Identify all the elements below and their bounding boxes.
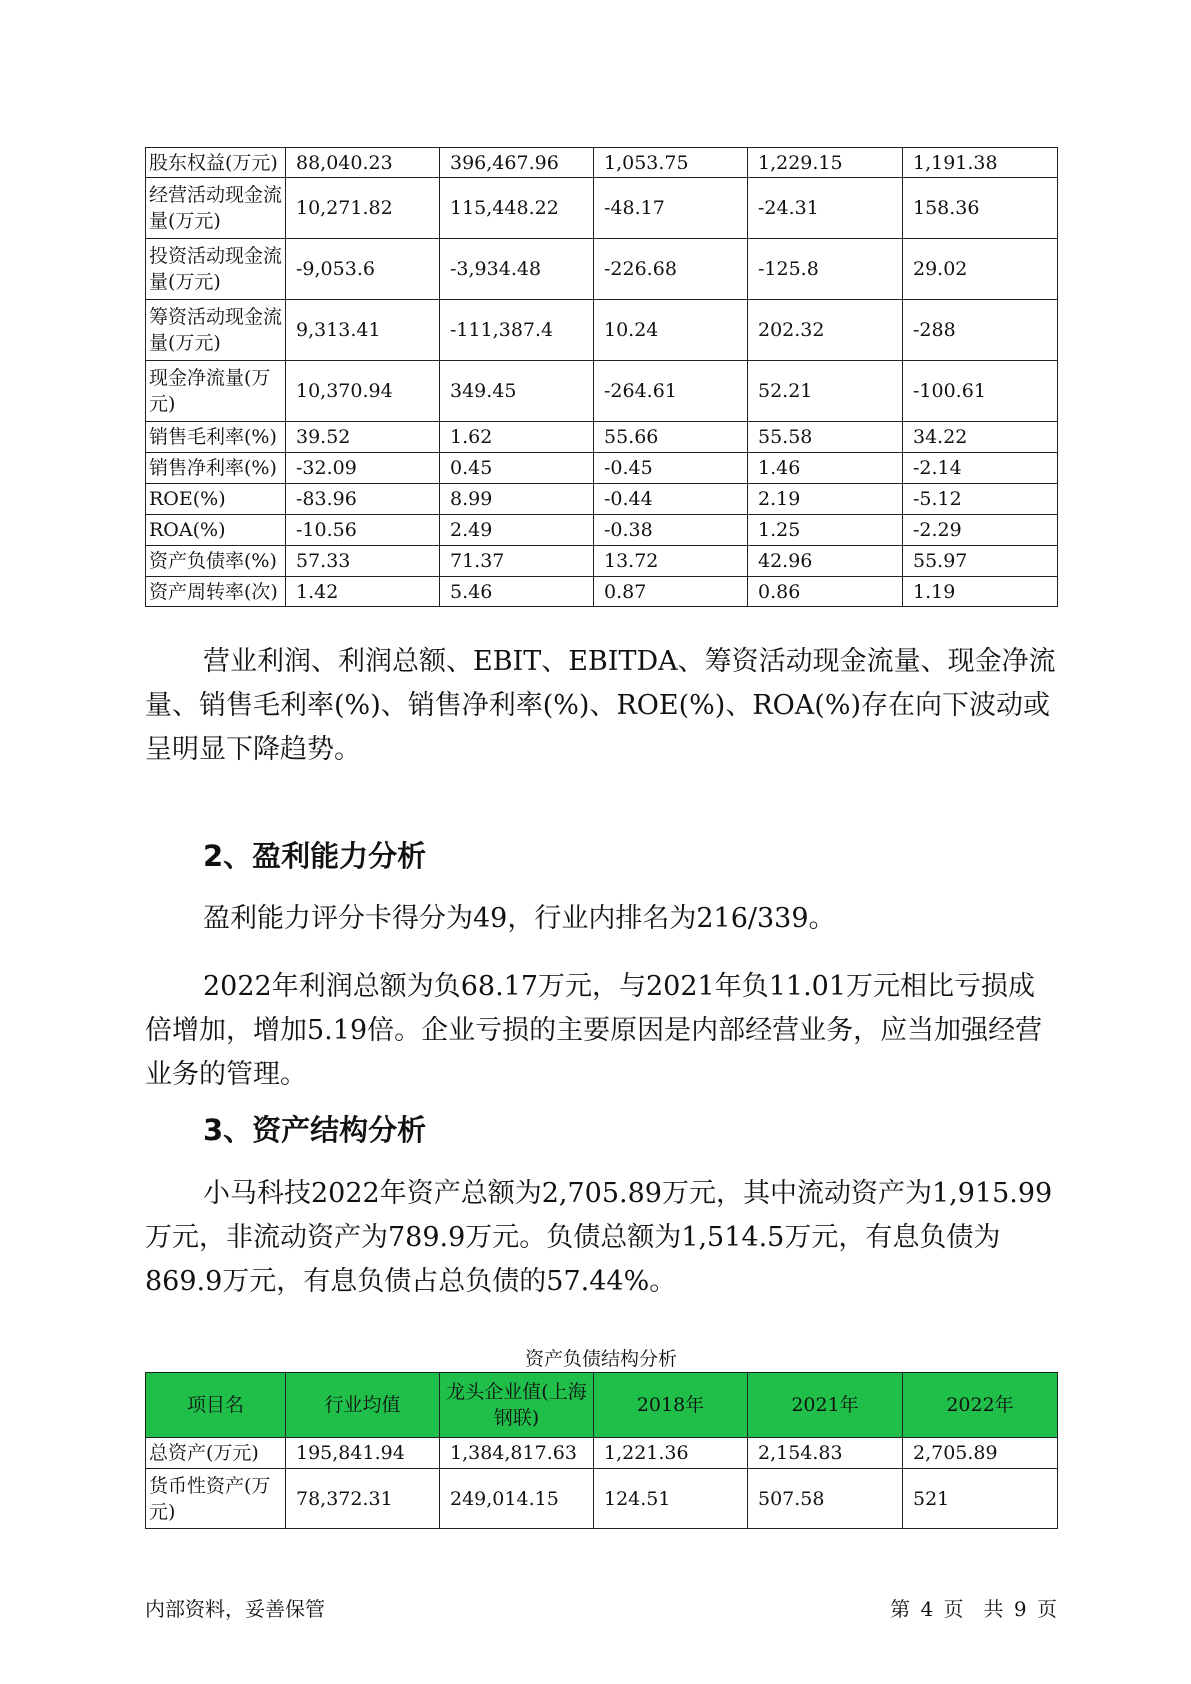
row-label: 销售毛利率(%) — [146, 422, 286, 453]
table-cell: -32.09 — [286, 453, 440, 484]
financial-indicators-table — [145, 147, 1058, 607]
row-label: 现金净流量(万元) — [146, 361, 286, 422]
financial-indicators-table-body — [146, 148, 1058, 607]
table-cell: 42.96 — [748, 546, 903, 577]
table-row — [146, 484, 1058, 515]
table-cell: -2.29 — [903, 515, 1058, 546]
header-industry-average: 行业均值 — [286, 1373, 440, 1438]
table-cell: -10.56 — [286, 515, 440, 546]
row-label: 销售净利率(%) — [146, 453, 286, 484]
table-cell: 1,191.38 — [903, 148, 1058, 178]
asset-paragraph — [145, 1172, 1057, 1304]
table-cell: 57.33 — [286, 546, 440, 577]
table-cell: -0.38 — [594, 515, 748, 546]
table-cell: 52.21 — [748, 361, 903, 422]
table-cell: -83.96 — [286, 484, 440, 515]
table-row — [146, 148, 1058, 178]
table-cell: 10,370.94 — [286, 361, 440, 422]
row-label: 投资活动现金流量(万元) — [146, 239, 286, 300]
table-cell: -9,053.6 — [286, 239, 440, 300]
table-cell: 1.62 — [440, 422, 594, 453]
table-row — [146, 300, 1058, 361]
table-cell: 0.45 — [440, 453, 594, 484]
table-cell: 39.52 — [286, 422, 440, 453]
loss-text: 2022年利润总额为负68.17万元，与2021年负11.01万元相比亏损成倍增加，增加5.19倍。企业亏损的主要原因是内部经营业务，应当加强经营业务的管理。 — [145, 971, 1043, 1090]
table-cell: -0.44 — [594, 484, 748, 515]
table-cell: -3,934.48 — [440, 239, 594, 300]
balance-structure-table-body — [146, 1438, 1058, 1529]
table-cell: 55.66 — [594, 422, 748, 453]
table-row — [146, 239, 1058, 300]
table-cell: -111,387.4 — [440, 300, 594, 361]
table-cell: -0.45 — [594, 453, 748, 484]
table-cell: 1.25 — [748, 515, 903, 546]
table-cell: 507.58 — [748, 1469, 903, 1529]
table-cell: 0.86 — [748, 577, 903, 607]
table-row — [146, 1438, 1058, 1469]
table-cell: 8.99 — [440, 484, 594, 515]
table-cell: 2.49 — [440, 515, 594, 546]
table-cell: -5.12 — [903, 484, 1058, 515]
table-cell: 202.32 — [748, 300, 903, 361]
table-cell: -288 — [903, 300, 1058, 361]
table-cell: 0.87 — [594, 577, 748, 607]
table-cell: 5.46 — [440, 577, 594, 607]
trend-paragraph — [145, 640, 1057, 772]
header-2022: 2022年 — [903, 1373, 1058, 1438]
table-cell: 55.97 — [903, 546, 1058, 577]
table-cell: -24.31 — [748, 178, 903, 239]
row-label: 经营活动现金流量(万元) — [146, 178, 286, 239]
table-cell: 1,221.36 — [594, 1438, 748, 1469]
table-cell: 1.46 — [748, 453, 903, 484]
table-cell: 115,448.22 — [440, 178, 594, 239]
table-cell: -226.68 — [594, 239, 748, 300]
table-cell: 396,467.96 — [440, 148, 594, 178]
header-item-name: 项目名 — [146, 1373, 286, 1438]
table-cell: 521 — [903, 1469, 1058, 1529]
table-cell: 1.42 — [286, 577, 440, 607]
table-cell: 2,154.83 — [748, 1438, 903, 1469]
table-cell: 71.37 — [440, 546, 594, 577]
table-cell: 158.36 — [903, 178, 1058, 239]
footer-confidential-note: 内部资料，妥善保管 — [145, 1597, 325, 1621]
table-row — [146, 361, 1058, 422]
table-cell: 2,705.89 — [903, 1438, 1058, 1469]
table-cell: -125.8 — [748, 239, 903, 300]
row-label: ROA(%) — [146, 515, 286, 546]
table-row — [146, 577, 1058, 607]
table-cell: -2.14 — [903, 453, 1058, 484]
table-cell: 1,053.75 — [594, 148, 748, 178]
footer-page-number: 第 4 页 共 9 页 — [890, 1597, 1057, 1621]
table-cell: 10,271.82 — [286, 178, 440, 239]
section-title-asset-structure: 3、资产结构分析 — [203, 1113, 427, 1147]
table-cell: 349.45 — [440, 361, 594, 422]
header-2018: 2018年 — [594, 1373, 748, 1438]
table-cell: 78,372.31 — [286, 1469, 440, 1529]
header-2021: 2021年 — [748, 1373, 903, 1438]
row-label: 筹资活动现金流量(万元) — [146, 300, 286, 361]
asset-text: 小马科技2022年资产总额为2,705.89万元，其中流动资产为1,915.99万元，非流动资产为789.9万元。负债总额为1,514.5万元，有息负债为869.9万元，有息负债占总负债的57.44%。 — [145, 1178, 1053, 1297]
table-header-row — [146, 1373, 1058, 1438]
table-row — [146, 178, 1058, 239]
table-cell: 1,229.15 — [748, 148, 903, 178]
row-label: 总资产(万元) — [146, 1438, 286, 1469]
table-row — [146, 515, 1058, 546]
header-leader-value: 龙头企业值(上海钢联) — [440, 1373, 594, 1438]
table-cell: -48.17 — [594, 178, 748, 239]
table-cell: 9,313.41 — [286, 300, 440, 361]
table-cell: 1.19 — [903, 577, 1058, 607]
table-row — [146, 422, 1058, 453]
table-cell: 34.22 — [903, 422, 1058, 453]
table-cell: 55.58 — [748, 422, 903, 453]
table-row — [146, 1469, 1058, 1529]
trend-text: 营业利润、利润总额、EBIT、EBITDA、筹资活动现金流量、现金净流量、销售毛利率(%)、销售净利率(%)、ROE(%)、ROA(%)存在向下波动或呈明显下降趋势。 — [145, 646, 1056, 765]
row-label: 资产周转率(次) — [146, 577, 286, 607]
row-label: 货币性资产(万元) — [146, 1469, 286, 1529]
table-cell: -100.61 — [903, 361, 1058, 422]
score-paragraph — [145, 897, 1057, 941]
table-caption: 资产负债结构分析 — [524, 1348, 677, 1370]
table-cell: 88,040.23 — [286, 148, 440, 178]
table-cell: 13.72 — [594, 546, 748, 577]
table-cell: 249,014.15 — [440, 1469, 594, 1529]
row-label: ROE(%) — [146, 484, 286, 515]
loss-paragraph — [145, 965, 1057, 1097]
table-cell: 124.51 — [594, 1469, 748, 1529]
table-row — [146, 546, 1058, 577]
table-cell: 195,841.94 — [286, 1438, 440, 1469]
table-cell: 10.24 — [594, 300, 748, 361]
section-title-profitability: 2、盈利能力分析 — [203, 839, 427, 873]
row-label: 股东权益(万元) — [146, 148, 286, 178]
score-text: 盈利能力评分卡得分为49，行业内排名为216/339。 — [203, 903, 836, 934]
row-label: 资产负债率(%) — [146, 546, 286, 577]
balance-structure-table — [145, 1372, 1058, 1529]
table-row — [146, 453, 1058, 484]
table-cell: -264.61 — [594, 361, 748, 422]
table-cell: 29.02 — [903, 239, 1058, 300]
table-cell: 2.19 — [748, 484, 903, 515]
table-cell: 1,384,817.63 — [440, 1438, 594, 1469]
